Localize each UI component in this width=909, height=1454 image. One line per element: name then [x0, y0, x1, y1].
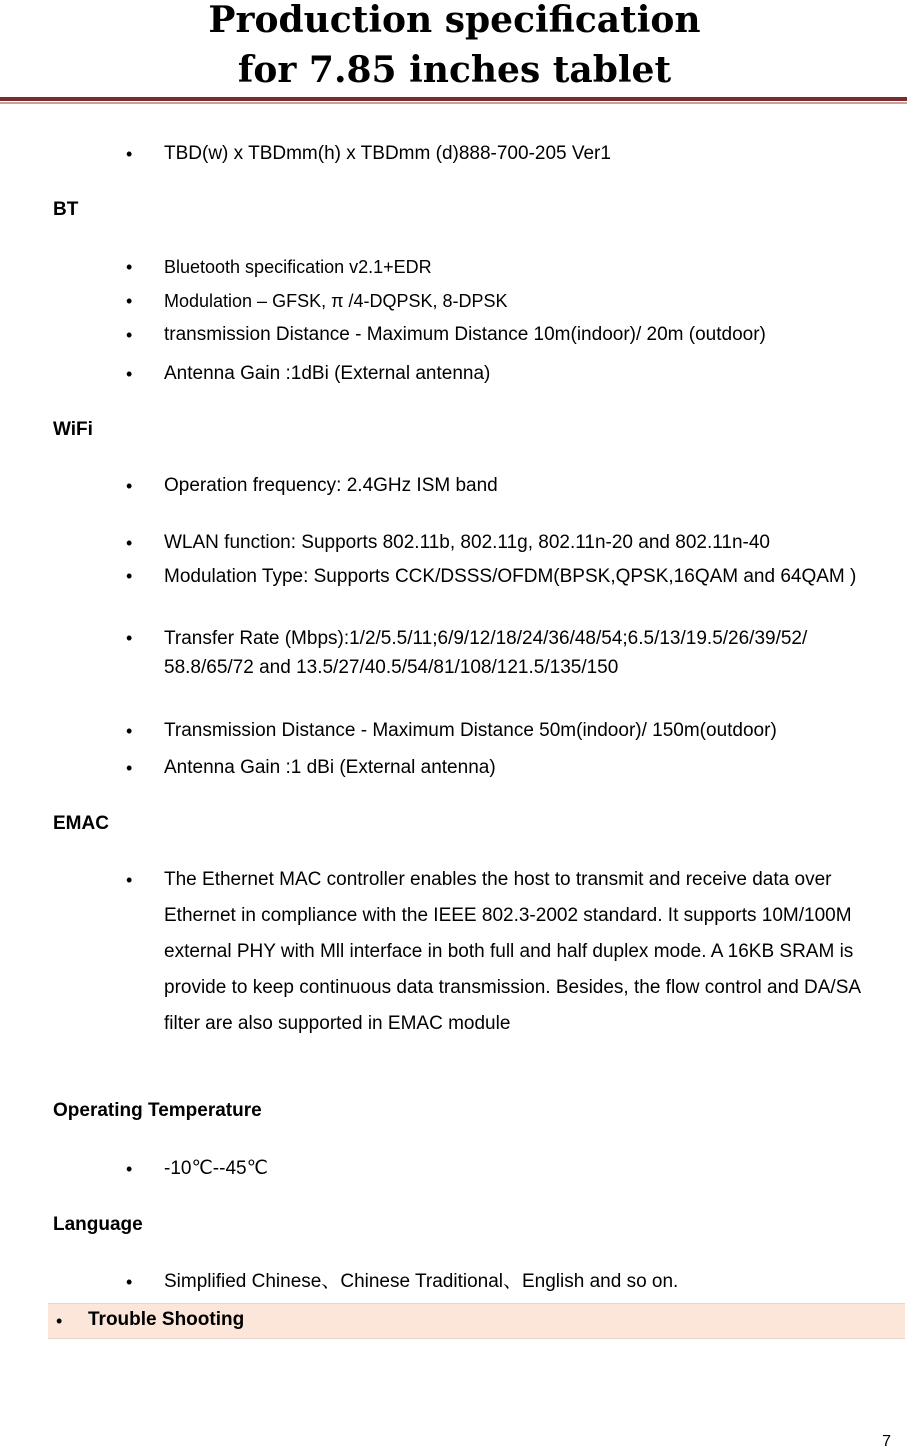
bullet-icon: •	[126, 364, 133, 384]
document-header	[0, 0, 909, 100]
section-heading-language: Language	[53, 1214, 143, 1235]
section-heading-wifi: WiFi	[53, 419, 93, 440]
document-title-line-2: for 7.85 inches tablet	[237, 49, 672, 91]
temperature-range-text: -10℃--45℃	[164, 1158, 268, 1179]
wifi-modulation-text: Modulation Type: Supports CCK/DSSS/OFDM(BPSK,QPSK,16QAM and 64QAM )	[164, 566, 857, 587]
bullet-icon: •	[126, 721, 133, 741]
section-heading-temperature: Operating Temperature	[53, 1100, 262, 1121]
bullet-icon: •	[56, 1311, 63, 1331]
bullet-icon: •	[126, 144, 133, 164]
emac-description-text: The Ethernet MAC controller enables the host to transmit and receive data over Ethernet in compliance with the IEEE 802.3-2002 standard. It supports 10M/100M external PHY with Mll interface in both full and half duplex mode. A 16KB SRAM is provide to keep continuous data transmission. Besides, the flow control and DA/SA filter are also supported in EMAC module	[164, 869, 861, 1034]
bullet-icon: •	[126, 291, 133, 311]
languages-text: Simplified Chinese、Chinese Traditional、English and so on.	[164, 1271, 679, 1292]
wifi-wlan-text: WLAN function: Supports 802.11b, 802.11g, 802.11n-20 and 802.11n-40	[164, 532, 770, 553]
wifi-distance-text: Transmission Distance - Maximum Distance 50m(indoor)/ 150m(outdoor)	[164, 720, 777, 741]
trouble-shooting-label: Trouble Shooting	[88, 1309, 245, 1330]
wifi-transfer-rate-text: Transfer Rate (Mbps):1/2/5.5/11;6/9/12/18/24/36/48/54;6.5/13/19.5/26/39/52/ 58.8/65/72 and 13.5/27/40.5/54/81/108/121.5/135/150	[164, 628, 808, 678]
bullet-icon: •	[126, 533, 133, 553]
bullet-icon: •	[126, 325, 133, 345]
document-title-line-1: Production specification	[208, 0, 701, 41]
bt-distance-text: transmission Distance - Maximum Distance 10m(indoor)/ 20m (outdoor)	[164, 324, 766, 345]
page-number: 7	[882, 1433, 891, 1450]
bullet-icon: •	[126, 870, 133, 890]
bullet-icon: •	[126, 566, 133, 586]
bt-modulation-text: Modulation – GFSK, π /4-DQPSK, 8-DPSK	[164, 291, 508, 311]
trouble-shooting-row	[48, 1303, 905, 1339]
bullet-icon: •	[126, 476, 133, 496]
header-rule-dark	[0, 97, 907, 101]
bullet-icon: •	[126, 628, 133, 648]
dimensions-text: TBD(w) x TBDmm(h) x TBDmm (d)888-700-205 Ver1	[164, 143, 611, 164]
bullet-icon: •	[126, 758, 133, 778]
wifi-frequency-text: Operation frequency: 2.4GHz ISM band	[164, 475, 498, 496]
bullet-icon: •	[126, 1159, 133, 1179]
bt-antenna-text: Antenna Gain :1dBi (External antenna)	[164, 363, 491, 384]
section-heading-bt: BT	[53, 199, 79, 220]
bullet-icon: •	[126, 1272, 133, 1292]
bullet-icon: •	[126, 257, 133, 277]
wifi-antenna-text: Antenna Gain :1 dBi (External antenna)	[164, 757, 496, 778]
bt-spec-text: Bluetooth specification v2.1+EDR	[164, 257, 432, 277]
header-rule-light	[0, 102, 907, 104]
section-heading-emac: EMAC	[53, 813, 109, 834]
